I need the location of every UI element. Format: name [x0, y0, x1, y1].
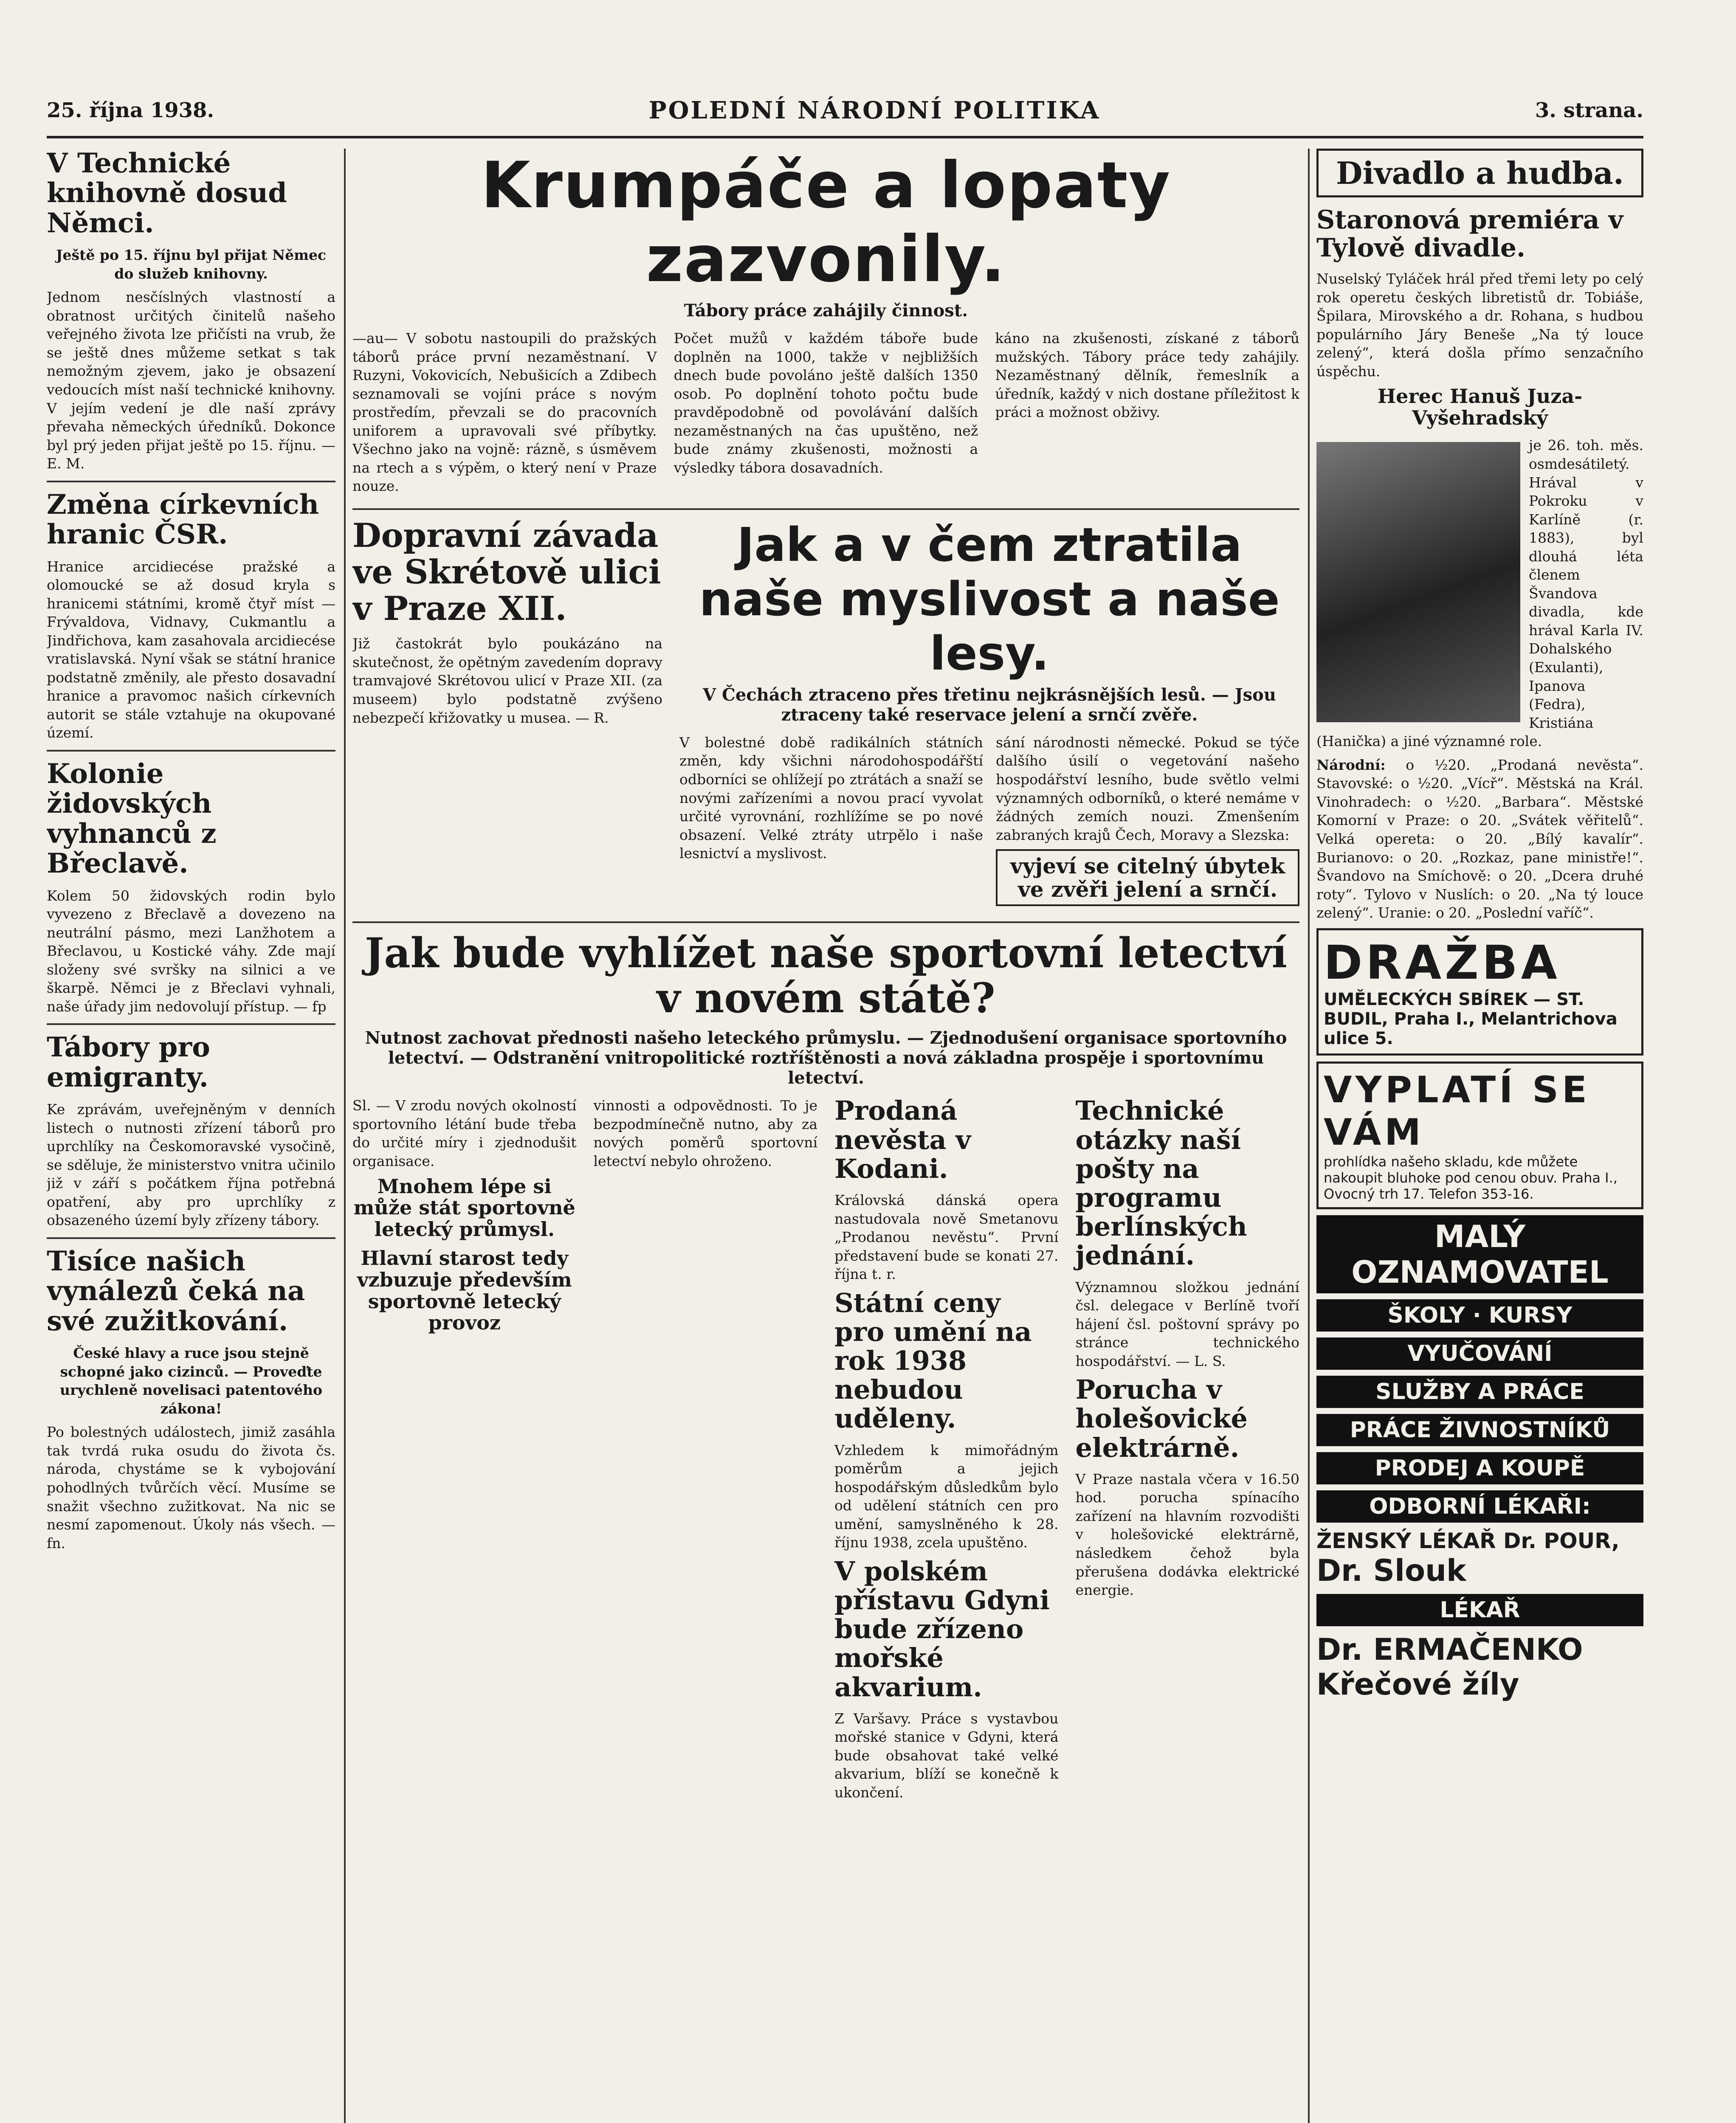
article-body: káno na zkušenosti, získané z táborů mužských. Tábory práce tedy zahájily. Nezaměstnaný dělník, řemeslník a úředník, každý v nich dostane příležitost k práci a možnost obživy.: [995, 330, 1299, 421]
article-body: Jednom nesčíslných vlastností a obratnost určitých činitelů našeho veřejného života lze přičísti na vrub, že se ještě dnes můžeme setkat s tak nemožným zjevem, jako je obsazení vedoucích míst naší technické knihovny. V jejím vedení je dle naší zprávy převaha německých úředníků. Dokonce byl prý jeden přijat ještě po 15. říjnu. — E. M.: [47, 289, 335, 472]
article-headline: Změna církevních hranic ČSR.: [47, 488, 319, 551]
ad-text: UMĚLECKÝCH SBÍREK — ST. BUDIL, Praha I., Melantrichova ulice 5.: [1324, 989, 1618, 1048]
article-headline: Kolonie židovských vyhnanců z Břeclavě.: [47, 757, 217, 880]
article-body: V Praze nastala včera v 16.50 hod. porucha spínacího zařízení na hlavním rozvodišti v holešovické elektrárně, následkem čehož byla přerušena dodávka elektrické energie.: [1075, 1470, 1299, 1599]
article-body: Po bolestných událostech, jimiž zasáhla tak tvrdá ruka osudu do života čs. národa, chystáme se k vybojování pohodlných tvůrčích věcí. Musíme se snažit všechno zužitkovat. Na nic se nesmí zapomenout. Úkoly nás všech. — fn.: [47, 1424, 335, 1551]
article-body: Sl. — V zrodu nových okolností sportovního létání bude třeba do určité míry i zjednodušit organisace.: [352, 1097, 577, 1170]
masthead: [47, 85, 1643, 138]
column-divider: [344, 149, 346, 2123]
section-header: Divadlo a hudba.: [1316, 149, 1643, 197]
article-subheadline: V Čechách ztraceno přes třetinu nejkrásnějších lesů. — Jsou ztraceny také reservace jelení a srnčí zvěře.: [703, 684, 1276, 725]
article-headline: Jak bude vyhlížet naše sportovní letectví v novém státě?: [365, 929, 1287, 1022]
article-body: Z Varšavy. Práce s vystavbou mořské stanice v Gdyni, která bude obsahovat také velké akvarium, blíží se konečně k ukončení.: [834, 1710, 1059, 1801]
ad-text: prohlídka našeho skladu, kde můžete nakoupit bluhoke pod cenou obuv. Praha I., Ovocný trh 17. Telefon 353-16.: [1324, 1153, 1618, 1202]
theatre-program: o ½20. „Prodaná nevěsta“. Stavovské: o ½20. „Vícř“. Městská na Král. Vinohradech: o ½20. „Barbara“. Městské Komorní v Praze: o 20. „Svátek věřitelů“. Velká opereta: o 20. „Bílý kavalír“. Burianovo: o 20. „Rozkaz, pane ministře!“. Švandovo na Smíchově: o 20. „Dcera druhé roty“. Tylovo v Nuslích: o 20. „Na tý louce zelený“. Uranie: o 20. „Poslední vaříč“.: [1316, 756, 1643, 921]
auction-ad: [1316, 928, 1643, 1056]
article-body: vinnosti a odpovědnosti. To je bezpodmínečně nutno, aby za nových poměrů sportovní letectví nebylo ohroženo.: [593, 1097, 817, 1170]
portrait-photo: [1316, 442, 1520, 722]
right-column: [1316, 149, 1643, 2123]
article-body: je 26. toh. měs. osmdesátiletý. Hrával v Pokroku v Karlíně (r. 1883), byl dlouhá léta členem Švandova divadla, kde hrával Karla IV. Dohalského (Exulanti), Ipanova (Fedra), Kristiána (Hanička) a jiné významné role.: [1316, 437, 1643, 750]
classifieds-category: SLUŽBY A PRÁCE: [1316, 1376, 1643, 1408]
classifieds-category: LÉKAŘ: [1316, 1594, 1643, 1626]
article-headline: V polském přístavu Gdyni bude zřízeno mořské akvarium.: [834, 1555, 1050, 1703]
ad-title: VYPLATÍ SE VÁM: [1324, 1068, 1590, 1154]
doctor-ad: Křečové žíly: [1316, 1667, 1519, 1702]
article-lead: Ještě po 15. říjnu byl přijat Němec do služeb knihovny.: [56, 247, 327, 282]
article-headline: Porucha v holešovické elektrárně.: [1075, 1374, 1248, 1463]
doctor-ad: ŽENSKÝ LÉKAŘ Dr. POUR,: [1316, 1528, 1620, 1553]
program-label: Národní:: [1316, 756, 1386, 773]
article-body: Hranice arcidiecése pražské a olomoucké se až dosud kryla s hranicemi státními, kromě čtyř míst — Frývaldova, Vidnavy, Cukmantlu a Jindřichova, kam zasahovala arcidiecése vratislavská. Nyní však se státní hranice podstatně změnily, ale přesto dosavadní hranice a pravomoc našich církevních autorit se stále vztahuje na okupované území.: [47, 558, 335, 741]
classifieds-banner: MALÝ OZNAMOVATEL: [1316, 1215, 1643, 1293]
article-body: Již častokrát bylo poukázáno na skutečnost, že opětným zavedením dopravy tramvajové Skrétovou ulicí v Praze XII. (za museem) bylo podstatně zvýšeno nebezpečí křižovatky u musea. — R.: [352, 635, 662, 726]
newspaper-page: [47, 85, 1643, 2123]
article-body: Ke zprávám, uveřejněným v denních listech o nutnosti zřízení táborů pro uprchlíky na Českomoravské vysočině, se sděluje, že ministerstvo vnitra učinilo již v září s počátkem října potřebná opatření, aby pro uprchlíky z obsazeného území byly zřízeny tábory.: [47, 1101, 335, 1229]
article-body: —au— V sobotu nastoupili do pražských táborů práce první nezaměstnaní. V Ruzyni, Vokovicích, Nebušicích a Zdibech seznamovali se vojíni práce s novým prostředím, převzali se do pracovních uniforem a upravovali své příbytky. Všechno jako na vojně: rázně, s úsměvem na rtech a s výpěm, o který není v Praze nouze.: [352, 330, 657, 495]
article-headline: Tábory pro emigranty.: [47, 1031, 210, 1093]
classifieds-category: PRÁCE ŽIVNOSTNÍKŮ: [1316, 1414, 1643, 1446]
column-divider: [1308, 149, 1310, 2123]
classifieds-category: ŠKOLY · KURSY: [1316, 1299, 1643, 1332]
article-body: Kolem 50 židovských rodin bylo vyvezeno z Břeclavě a dovezeno na neutrální pásmo, mezi Lanžhotem a Břeclavou, u Kostické váhy. Zde mají složeny své svršky na silnici a ve škarpě. Němci je z Břeclavi vyhnali, naše úřady jim nedovolují přístup. — fp: [47, 887, 335, 1015]
article-headline: Jak a v čem ztratila naše myslivost a naše lesy.: [699, 517, 1280, 681]
article-body: V bolestné době radikálních státních změn, kdy všichni národohospodářští odborníci se ohlížejí po ztrátách a snaží se novými zařízeními a novou prací vyvolat určité vyrovnání, rozhlížíme se po nové obsazení. Velké ztráty utrpělo i naše lesnictví a myslivost.: [679, 734, 983, 862]
article-body: Počet mužů v každém táboře bude doplněn na 1000, takže v nejbližších dnech bude povoláno ještě dalších 1350 osob. Po doplnění tohoto počtu bude pravděpodobně od povolávání dalších nezaměstnaných na čas upuštěno, než bude známy zkušenosti, možnosti a výsledky tábora dosavadních.: [674, 330, 978, 476]
article-lead: České hlavy a ruce jsou stejně schopné jako cizinců. — Proveďte urychleně novelisaci patentového zákona!: [59, 1345, 323, 1417]
center-column: [352, 149, 1299, 2123]
issue-date: 25. října 1938.: [47, 99, 214, 122]
doctor-ad: Dr. ERMAČENKO: [1316, 1632, 1583, 1667]
article-headline: Prodaná nevěsta v Kodani.: [834, 1095, 971, 1184]
article-headline: V Technické knihovně dosud Němci.: [47, 149, 287, 239]
classifieds-category: ODBORNÍ LÉKAŘI:: [1316, 1490, 1643, 1523]
shoe-ad: [1316, 1062, 1643, 1209]
classifieds-category: VYUČOVÁNÍ: [1316, 1337, 1643, 1370]
article-headline: Tisíce našich vynálezů čeká na své zužitkování.: [47, 1245, 305, 1337]
subsection-headline: Hlavní starost tedy vzbuzuje především sportovně letecký provoz: [357, 1247, 572, 1335]
article-body: Nuselský Tyláček hrál před třemi lety po celý rok operetu českých libretistů dr. Tobiáše, Špilara, Mirovského a dr. Rohana, s hudbou populárního Járy Beneše „Na tý louce zelený“, která došla přímo senzačního úspěchu.: [1316, 270, 1643, 380]
article-headline: Státní ceny pro umění na rok 1938 nebudou uděleny.: [834, 1287, 1032, 1434]
left-column: [47, 149, 335, 2123]
article-body: Významnou složkou jednání čsl. delegace v Berlíně tvoří hájení čsl. poštovní správy po stránce technického hospodářství. — L. S.: [1075, 1278, 1299, 1369]
article-body: Vzhledem k mimořádným poměrům a jejich hospodářským důsledkům bylo od udělení státních cen pro umění, samyslněného k 28. říjnu 1938, zcela upuštěno.: [834, 1442, 1059, 1551]
article-headline: Herec Hanuš Juza-Vyšehradský: [1377, 385, 1583, 429]
ad-title: DRAŽBA: [1324, 935, 1561, 990]
highlight-box: vyjeví se citelný úbytek ve zvěři jelení a srnčí.: [996, 849, 1299, 906]
lead-subheadline: Tábory práce zahájily činnost.: [684, 301, 968, 321]
lead-headline: Krumpáče a lopaty zazvonily.: [481, 149, 1171, 296]
classifieds-category: PRODEJ A KOUPĚ: [1316, 1452, 1643, 1484]
article-headline: Technické otázky naší pošty na programu berlínských jednání.: [1075, 1095, 1247, 1271]
article-body: Královská dánská opera nastudovala nově Smetanovu „Prodanou nevěstu“. První představení bude se konati 27. října t. r.: [834, 1191, 1059, 1283]
page-number: 3. strana.: [1535, 99, 1643, 122]
subsection-headline: Mnohem lépe si může stát sportovně letecký průmysl.: [353, 1174, 575, 1241]
doctor-ad: Dr. Slouk: [1316, 1553, 1466, 1588]
article-body: sání národnosti německé. Pokud se týče dalšího úsilí o vegetování našeho hospodářství lesního, bude světlo velmi významných odborníků, o které nemáme v žádných zemích nouzi. Zmenšením zabraných krajů Čech, Moravy a Slezska:: [996, 734, 1299, 843]
newspaper-title: POLEDNÍ NÁRODNÍ POLITIKA: [648, 96, 1101, 124]
article-subheadline: Nutnost zachovat přednosti našeho leteckého průmyslu. — Zjednodušení organisace sportovního letectví. — Odstranění vnitropolitické roztříštěnosti a nová základna prospěje i sportovnímu letectví.: [365, 1028, 1287, 1088]
article-headline: Staronová premiéra v Tylově divadle.: [1316, 205, 1623, 263]
article-headline: Dopravní závada ve Skrétově ulici v Praze XII.: [352, 516, 661, 628]
